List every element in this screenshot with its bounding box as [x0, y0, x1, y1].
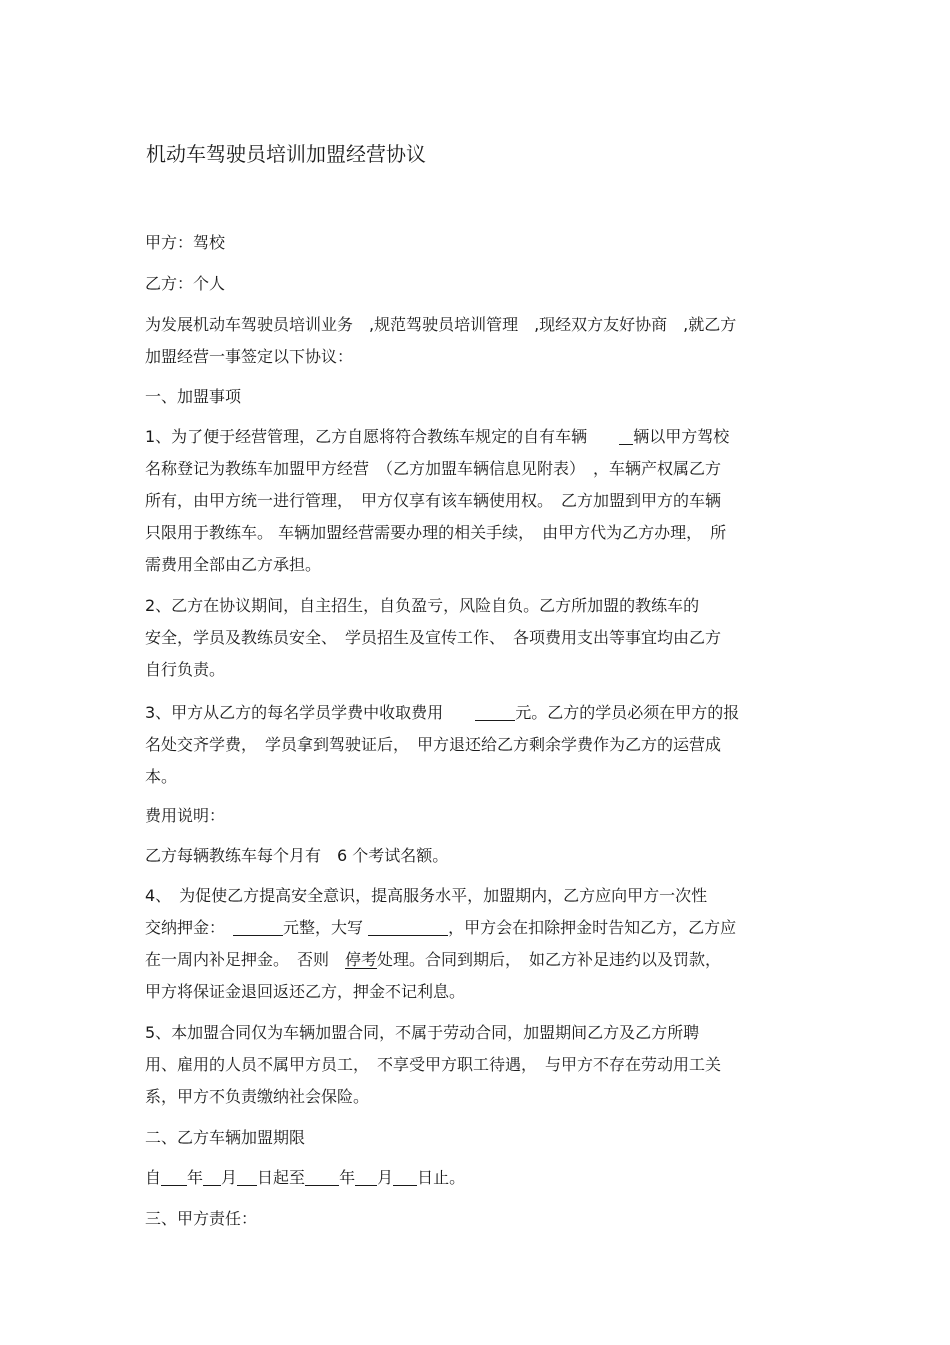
- clause-3: 3、甲方从乙方的每名学员学费中收取费用 元。乙方的学员必须在甲方的报 名处交齐学费， 学员拿到驾驶证后， 甲方退还给乙方剩余学费作为乙方的运营成 本。: [145, 697, 815, 793]
- fee-heading: 费用说明：: [145, 806, 226, 825]
- clause-1: 1、为了便于经营管理，乙方自愿将符合教练车规定的自有车辆 辆以甲方驾校 名称登记为教练车加盟甲方经营 （乙方加盟车辆信息见附表） ，车辆产权属乙方 所有，由甲方统一进行管理， 甲方仅享有该车辆使用权。 乙方加盟到甲方的车辆 只限用于教练车。 车辆加盟经营需要办理的相关手续， 由甲方代为乙方办理， 所 需费用全部由乙方承担。: [145, 421, 815, 581]
- blank-end-month: [355, 1165, 377, 1186]
- franchise-period-line: 自 年 月 日起至 年 月 日止。: [145, 1162, 815, 1194]
- blank-start-year: [161, 1165, 187, 1186]
- section-3-heading: 三、甲方责任：: [145, 1209, 258, 1228]
- suspend-exam-term: 停考: [345, 950, 378, 969]
- blank-deposit-amount: [233, 915, 283, 936]
- blank-fee-amount: [475, 700, 515, 721]
- clause-5: 5、本加盟合同仅为车辆加盟合同，不属于劳动合同，加盟期间乙方及乙方所聘 用、雇用的人员不属甲方员工， 不享受甲方职工待遇， 与甲方不存在劳动用工关 系，甲方不负责缴纳社会保险。: [145, 1023, 722, 1106]
- blank-end-day: [393, 1165, 417, 1186]
- intro-paragraph: 为发展机动车驾驶员培训业务 ,规范驾驶员培训管理 ,现经双方友好协商 ,就乙方 加盟经营一事签定以下协议：: [145, 315, 737, 366]
- party-a-line: 甲方：驾校: [145, 233, 226, 252]
- section-1-heading: 一、加盟事项: [145, 387, 242, 406]
- fee-description: 乙方每辆教练车每个月有 6 个考试名额。: [145, 846, 449, 865]
- clause-2: 2、乙方在协议期间，自主招生，自负盈亏，风险自负。乙方所加盟的教练车的 安全，学员及教练员安全、 学员招生及宣传工作、 各项费用支出等事宜均由乙方 自行负责。: [145, 596, 722, 679]
- blank-vehicle-count: [619, 424, 633, 445]
- document-title: 机动车驾驶员培训加盟经营协议: [146, 142, 426, 166]
- section-2-heading: 二、乙方车辆加盟期限: [145, 1128, 306, 1147]
- clause-4: 4、 为促使乙方提高安全意识，提高服务水平，加盟期内，乙方应向甲方一次性 交纳押金： 元整，大写 ，甲方会在扣除押金时告知乙方，乙方应 在一周内补足押金。 否则 停考处理。合同到期后， 如乙方补足违约以及罚款， 甲方将保证金退回返还乙方，押金不记利息。: [145, 886, 737, 1001]
- blank-start-day: [237, 1165, 257, 1186]
- blank-deposit-in-words: [368, 915, 448, 936]
- party-b-line: 乙方：个人: [145, 274, 226, 293]
- blank-start-month: [203, 1165, 221, 1186]
- blank-end-year: [305, 1165, 339, 1186]
